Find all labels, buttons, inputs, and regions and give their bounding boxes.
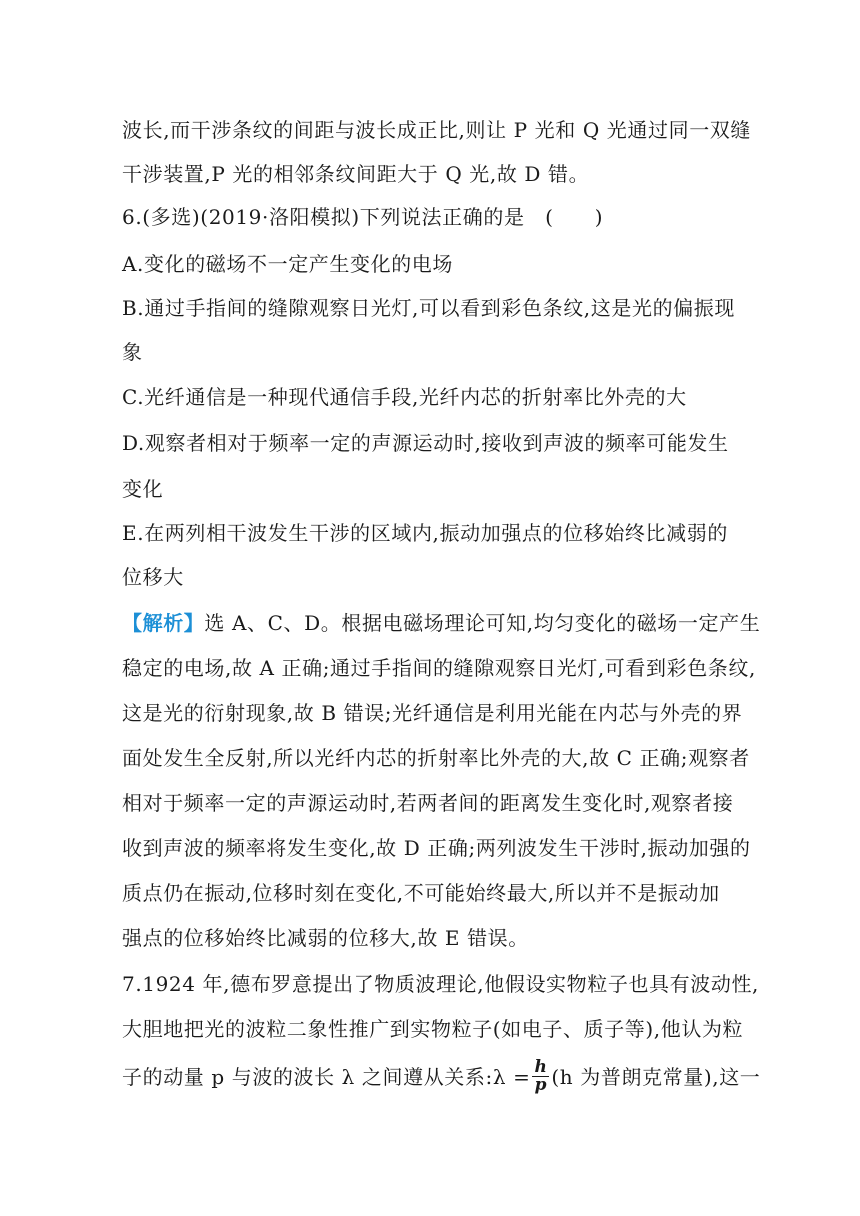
analysis-line-1-text: 选 A、C、D。根据电磁场理论可知,均匀变化的磁场一定产生 (204, 611, 761, 635)
question-7-line-3-before: 子的动量 p 与波的波长 λ 之间遵从关系:λ = (122, 1065, 531, 1089)
intro-line-1: 波长,而干涉条纹的间距与波长成正比,则让 P 光和 Q 光通过同一双缝 (122, 118, 751, 142)
question-6-option-b-line-2: 象 (122, 340, 143, 364)
analysis-tag: 【解析】 (122, 611, 205, 635)
analysis-line-7: 质点仍在振动,位移时刻在变化,不可能始终最大,所以并不是振动加 (122, 881, 720, 905)
question-6-option-d-line-1: D.观察者相对于频率一定的声源运动时,接收到声波的频率可能发生 (122, 431, 729, 455)
de-broglie-fraction (532, 1059, 549, 1094)
question-7-line-3 (122, 1057, 761, 1096)
question-6-option-e-line-2: 位移大 (122, 565, 184, 589)
question-7-line-3-after: (h 为普朗克常量),这一 (551, 1065, 761, 1089)
question-7-line-2: 大胆地把光的波粒二象性推广到实物粒子(如电子、质子等),他认为粒 (122, 1017, 744, 1041)
intro-line-2: 干涉装置,P 光的相邻条纹间距大于 Q 光,故 D 错。 (122, 162, 590, 186)
analysis-line-8: 强点的位移始终比减弱的位移大,故 E 错误。 (122, 926, 529, 950)
analysis-line-6: 收到声波的频率将发生变化,故 D 正确;两列波发生干涉时,振动加强的 (122, 836, 751, 860)
question-7-line-1: 7.1924 年,德布罗意提出了物质波理论,他假设实物粒子也具有波动性, (122, 972, 760, 996)
question-6-option-e-line-1: E.在两列相干波发生干涉的区域内,振动加强点的位移始终比减弱的 (122, 521, 728, 545)
fraction-numerator: h (534, 1057, 548, 1077)
analysis-line-1 (122, 609, 760, 637)
analysis-line-5: 相对于频率一定的声源运动时,若两者间的距离发生变化时,观察者接 (122, 791, 734, 815)
question-6-option-d-line-2: 变化 (122, 477, 164, 501)
question-6-stem: 6.(多选)(2019·洛阳模拟)下列说法正确的是 ( ) (122, 205, 604, 229)
question-6-option-c: C.光纤通信是一种现代通信手段,光纤内芯的折射率比外壳的大 (122, 385, 687, 409)
question-6-option-b-line-1: B.通过手指间的缝隙观察日光灯,可以看到彩色条纹,这是光的偏振现 (122, 296, 735, 320)
fraction-denominator: p (534, 1075, 548, 1095)
analysis-line-3: 这是光的衍射现象,故 B 错误;光纤通信是利用光能在内芯与外壳的界 (122, 701, 743, 725)
question-6-option-a: A.变化的磁场不一定产生变化的电场 (122, 252, 454, 276)
analysis-line-4: 面处发生全反射,所以光纤内芯的折射率比外壳的大,故 C 正确;观察者 (122, 746, 750, 770)
analysis-line-2: 稳定的电场,故 A 正确;通过手指间的缝隙观察日光灯,可看到彩色条纹, (122, 656, 756, 680)
